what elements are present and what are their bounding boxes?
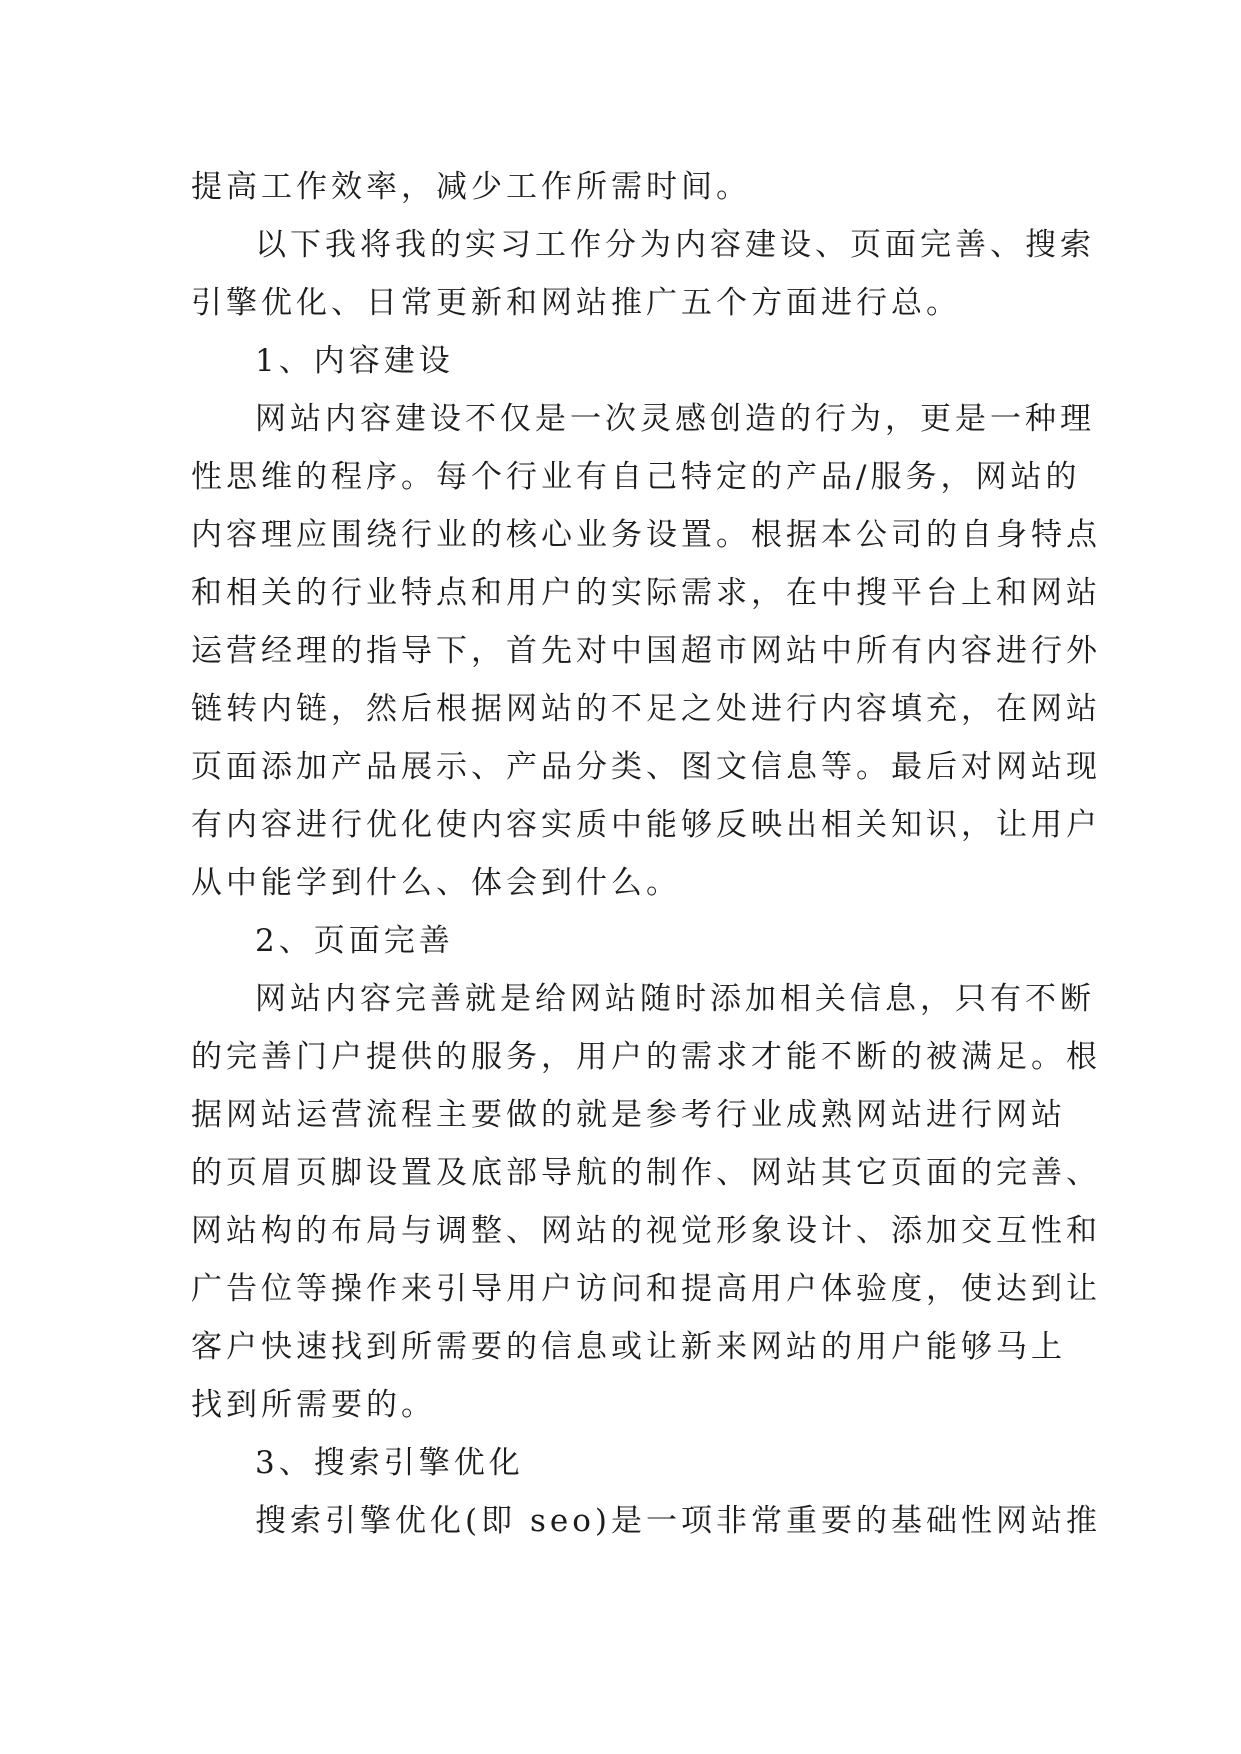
- text-line: 据网站运营流程主要做的就是参考行业成熟网站进行网站: [191, 1097, 1066, 1133]
- text-line: 运营经理的指导下，首先对中国超市网站中所有内容进行外: [191, 633, 1101, 669]
- text-line: 网站构的布局与调整、网站的视觉形象设计、添加交互性和: [191, 1213, 1101, 1249]
- text-line: 内容理应围绕行业的核心业务设置。根据本公司的自身特点: [191, 517, 1101, 553]
- text-line: 网站内容完善就是给网站随时添加相关信息，只有不断: [255, 981, 1095, 1017]
- text-line: 网站内容建设不仅是一次灵感创造的行为，更是一种理: [255, 401, 1095, 437]
- text-line: 引擎优化、日常更新和网站推广五个方面进行总。: [191, 285, 961, 321]
- text-line: 链转内链，然后根据网站的不足之处进行内容填充，在网站: [191, 691, 1101, 727]
- text-line: 找到所需要的。: [191, 1387, 436, 1423]
- text-line: 客户快速找到所需要的信息或让新来网站的用户能够马上: [191, 1329, 1066, 1365]
- text-line: 以下我将我的实习工作分为内容建设、页面完善、搜索: [255, 227, 1095, 263]
- text-line: 的页眉页脚设置及底部导航的制作、网站其它页面的完善、: [191, 1155, 1101, 1191]
- text-line: 搜索引擎优化(即 seo)是一项非常重要的基础性网站推: [255, 1503, 1101, 1539]
- text-line: 1、内容建设: [255, 343, 454, 379]
- text-line: 页面添加产品展示、产品分类、图文信息等。最后对网站现: [191, 749, 1101, 785]
- body-text: [191, 158, 1101, 1550]
- text-line: 3、搜索引擎优化: [255, 1445, 524, 1481]
- text-line: 从中能学到什么、体会到什么。: [191, 865, 681, 901]
- text-line: 和相关的行业特点和用户的实际需求，在中搜平台上和网站: [191, 575, 1101, 611]
- text-line: 广告位等操作来引导用户访问和提高用户体验度，使达到让: [191, 1271, 1101, 1307]
- text-line: 的完善门户提供的服务，用户的需求才能不断的被满足。根: [191, 1039, 1101, 1075]
- text-line: 性思维的程序。每个行业有自己特定的产品/服务，网站的: [191, 459, 1081, 495]
- text-line: 提高工作效率，减少工作所需时间。: [191, 169, 751, 205]
- text-line: 有内容进行优化使内容实质中能够反映出相关知识，让用户: [191, 807, 1101, 843]
- text-line: 2、页面完善: [255, 923, 454, 959]
